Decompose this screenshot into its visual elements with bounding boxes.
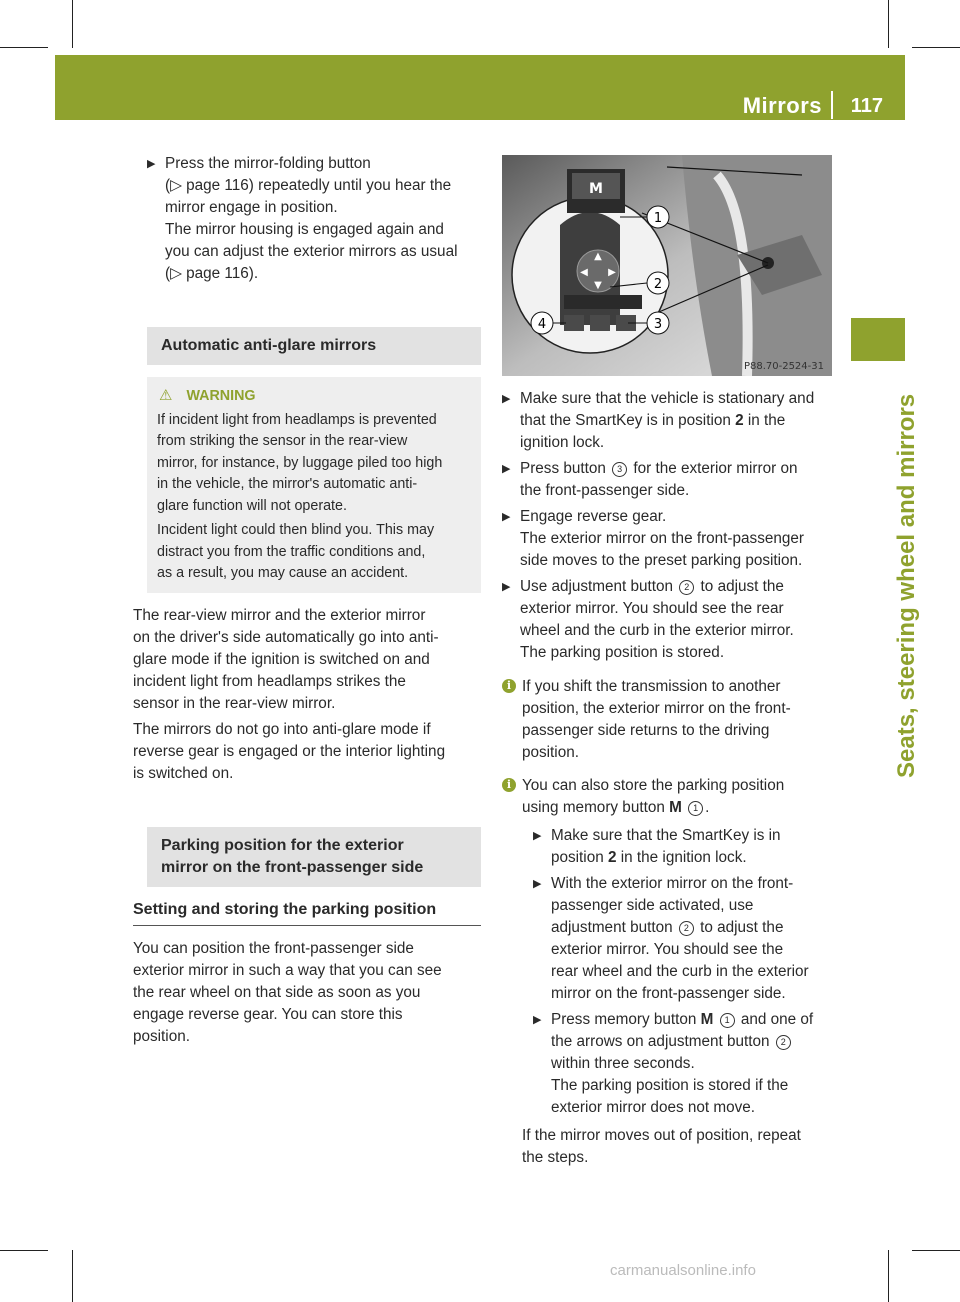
substep: ▶ With the exterior mirror on the front- passenger side activated, use adjustment button 2 to adjust the exterior mirror. You should see the rear wheel and the curb in the exterior mirror on the front-passenger side. (533, 875, 809, 1002)
substep: ▶ Press memory button M 1 and one of the arrows on adjustment button 2 within three seconds. The parking position is stored if the exterior mirror does not move. (533, 1011, 814, 1116)
section-heading: Parking position for the exterior mirror on the front-passenger side (147, 827, 481, 887)
svg-text:▶: ▶ (608, 267, 616, 278)
warning-triangle-icon: ⚠ (159, 387, 173, 404)
header-bar (55, 55, 905, 120)
paragraph: If the mirror moves out of position, repeat the steps. (522, 1127, 801, 1166)
step-stationary: ▶ Make sure that the vehicle is stationary and that the SmartKey is in position 2 in the ignition lock. (502, 390, 815, 451)
step-arrow-icon: ▶ (502, 581, 511, 593)
chapter-label: Seats, steering wheel and mirrors (893, 393, 920, 778)
svg-text:4: 4 (537, 317, 547, 332)
section-heading: Automatic anti-glare mirrors (147, 327, 481, 365)
callout-icon: 2 (776, 1035, 791, 1050)
step-arrow-icon: ▶ (502, 463, 511, 475)
header-divider (831, 91, 833, 119)
step-fold-mirror: ▶ Press the mirror-folding button (▷ page 116) repeatedly until you hear the mirror engage in position. The mirror housing is engaged again and you can adjust the exterior mirrors as usual (▷ page 116). (147, 155, 458, 282)
callout-3-icon (647, 312, 669, 334)
warning-title: WARNING (186, 388, 256, 404)
callout-icon: 3 (612, 462, 627, 477)
callout-1-icon (647, 206, 669, 228)
right-column (502, 388, 842, 1169)
door-panel-illustration (502, 155, 832, 376)
figure-code: P88.70-2524-31 (743, 361, 824, 372)
svg-text:▲: ▲ (594, 251, 602, 262)
step-press-button: ▶ Press button 3 for the exterior mirror on the front-passenger side. (502, 460, 798, 499)
info-icon: i (502, 679, 516, 693)
subheading: Setting and storing the parking position (133, 899, 481, 926)
info-note: i You can also store the parking position using memory button M 1 . ▶ Make sure that the SmartKey is in position 2 in the ignition lock. ▶ With the exterior mirror on the front- passenger side activated, use adjustment button 2 to adjust the exterior mirror. You should see the rear wheel and the curb in the exterior mirror on the front-passenger side. ▶ Press memory button M 1 and one of the arrows on adjustment button 2 within three seconds. The parking position is stored if the exterior mirror does not move. If the mirror moves out of position, repeat the steps. (502, 775, 842, 1169)
left-column (133, 153, 481, 1048)
page-title: Mirrors (742, 93, 822, 118)
callout-icon: 2 (679, 921, 694, 936)
chapter-tab (851, 318, 905, 361)
memory-button-label: M (589, 181, 603, 197)
step-arrow-icon: ▶ (533, 878, 542, 890)
svg-text:2: 2 (653, 277, 663, 292)
paragraph: The mirrors do not go into anti-glare mode if reverse gear is engaged or the interior lighting is switched on. (133, 720, 446, 782)
warning-box: ⚠ WARNING If incident light from headlamps is prevented from striking the sensor in the rear-view mirror, for instance, by luggage piled too high in the vehicle, the mirror's automatic anti- glare function will not operate. Incident light could then blind you. This may distract you from the traffic conditions and, as a result, you may cause an accident. (147, 377, 481, 593)
callout-4-icon (531, 312, 553, 334)
callout-icon: 2 (679, 580, 694, 595)
page-number: 117 (850, 95, 883, 117)
svg-text:1: 1 (653, 211, 663, 226)
substep: ▶ Make sure that the SmartKey is in position 2 in the ignition lock. (533, 827, 781, 866)
callout-2-icon (647, 272, 669, 294)
step-adjust: ▶ Use adjustment button 2 to adjust the exterior mirror. You should see the rear wheel and the curb in the exterior mirror. The parking position is stored. (502, 578, 794, 661)
paragraph: You can position the front-passenger side exterior mirror in such a way that you can see the rear wheel on that side as soon as you engage reverse gear. You can store this position. (133, 939, 442, 1045)
step-arrow-icon: ▶ (533, 830, 542, 842)
paragraph: The rear-view mirror and the exterior mirror on the driver's side automatically go into anti- glare mode if the ignition is switched on and incident light from headlamps strikes the sensor in the rear-view mirror. (133, 606, 439, 712)
svg-text:▼: ▼ (594, 280, 602, 291)
svg-text:◀: ◀ (580, 267, 588, 278)
step-arrow-icon: ▶ (533, 1014, 542, 1026)
info-icon: i (502, 778, 516, 792)
watermark: carmanualsonline.info (610, 1262, 756, 1279)
mirror-controls-figure (502, 155, 832, 376)
step-arrow-icon: ▶ (147, 158, 156, 170)
callout-icon: 1 (688, 801, 703, 816)
step-reverse-gear: ▶ Engage reverse gear. The exterior mirror on the front-passenger side moves to the preset parking position. (502, 508, 804, 569)
step-arrow-icon: ▶ (502, 393, 511, 405)
info-note: i If you shift the transmission to another position, the exterior mirror on the front- passenger side returns to the driving position. (502, 676, 842, 764)
svg-text:3: 3 (653, 317, 663, 332)
step-arrow-icon: ▶ (502, 511, 511, 523)
callout-icon: 1 (720, 1013, 735, 1028)
